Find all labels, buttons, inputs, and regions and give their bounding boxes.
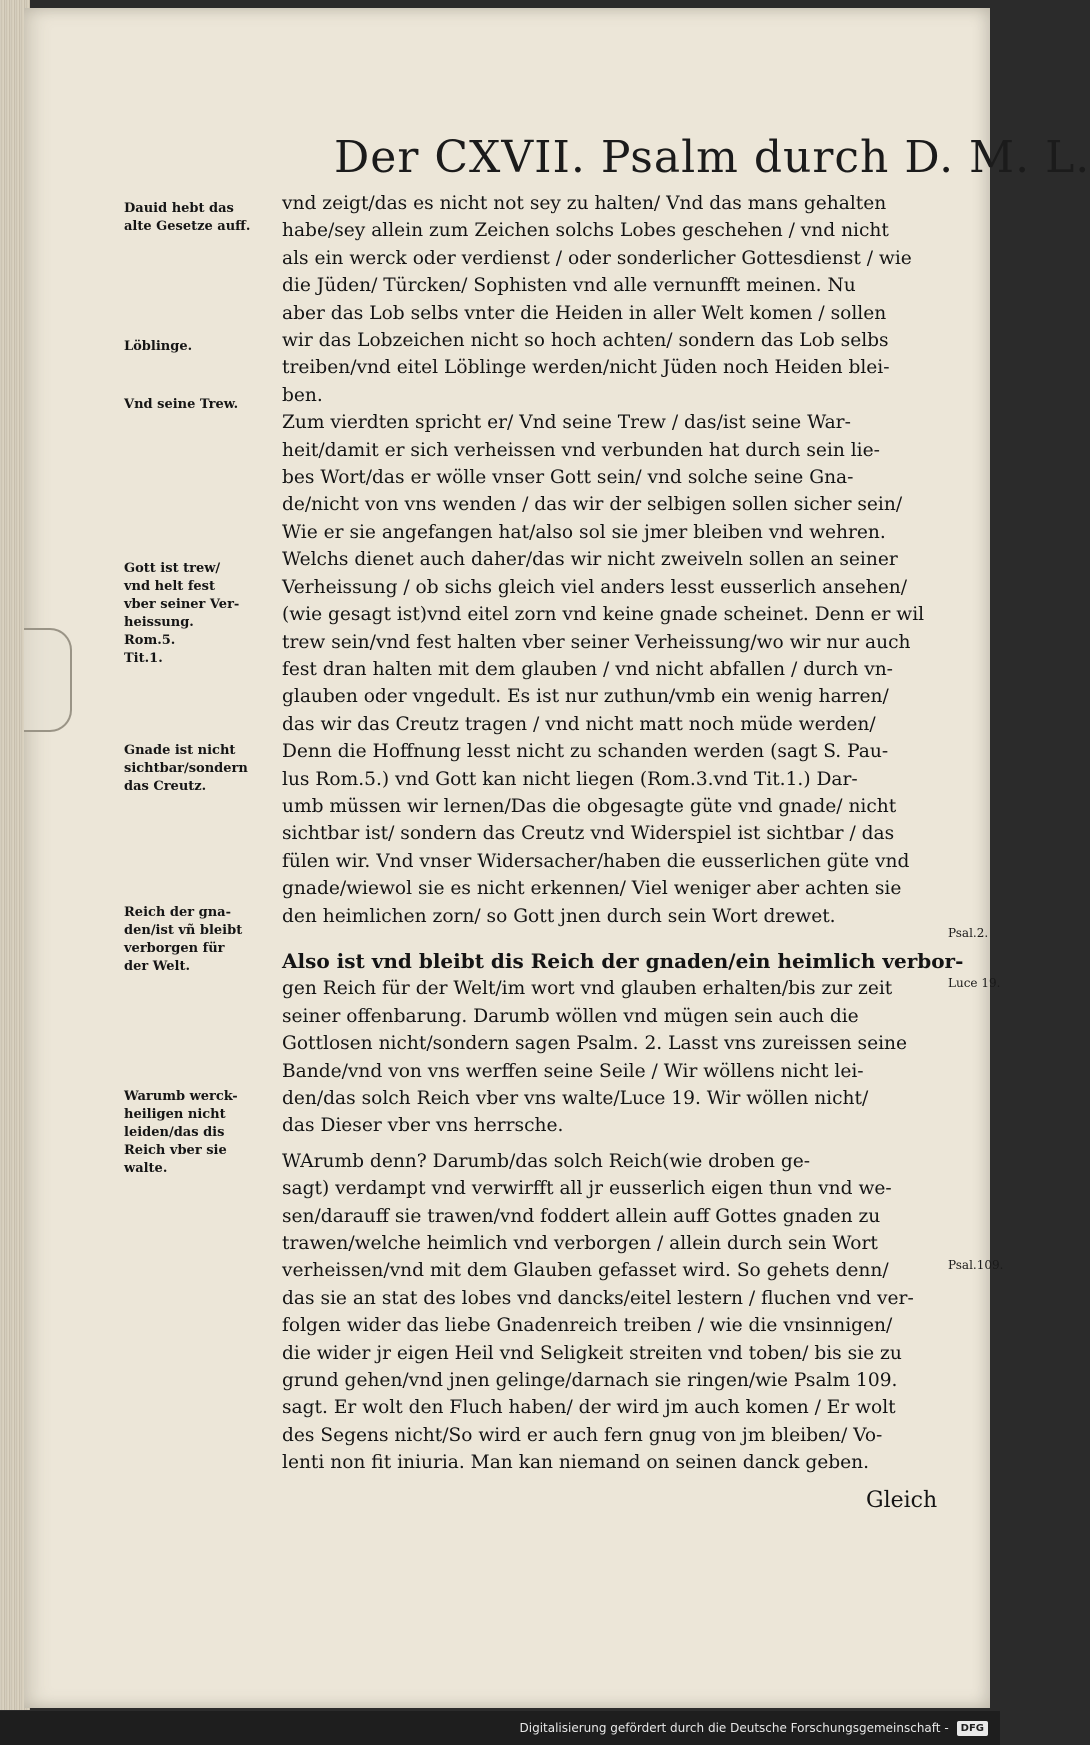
text-line: die Jüden/ Türcken/ Sophisten vnd alle vernunfft meinen. Nu [282, 275, 856, 297]
margin-note: Gott ist trew/ vnd helt fest vber seiner Ver- heissung. Rom.5. Tit.1. [124, 561, 240, 666]
margin-note: Warumb werck- heiligen nicht leiden/das dis Reich vber sie walte. [124, 1089, 238, 1176]
text-line: das Dieser vber vns herrsche. [282, 1115, 564, 1137]
text-line: aber das Lob selbs vnter die Heiden in aller Welt komen / sollen [282, 302, 887, 324]
text-line: sen/darauff sie trawen/vnd foddert allein auff Gottes gnaden zu [282, 1205, 881, 1227]
text-line: treiben/vnd eitel Löblinge werden/nicht Jüden noch Heiden blei- [282, 357, 890, 379]
text-line: wir das Lobzeichen nicht so hoch achten/ sondern das Lob selbs [282, 330, 889, 352]
text-line: vnd zeigt/das es nicht not sey zu halten/ Vnd das mans gehalten [282, 193, 887, 214]
page-title: Der CXVII. Psalm durch D. M. L. [334, 132, 1090, 183]
text-line: gnade/wiewol sie es nicht erkennen/ Viel weniger aber achten sie [282, 878, 902, 900]
text-line: umb müssen wir lernen/Das die obgesagte güte vnd gnade/ nicht [282, 795, 897, 817]
text-line: trawen/welche heimlich vnd verborgen / allein durch sein Wort [282, 1233, 878, 1255]
text-line: heit/damit er sich verheissen vnd verbunden hat durch sein lie- [282, 439, 880, 461]
text-line: Wie er sie angefangen hat/also sol sie jmer bleiben vnd wehren. [282, 521, 886, 543]
text-line: fülen wir. Vnd vnser Widersacher/haben die eusserlichen güte vnd [282, 850, 910, 872]
text-line: sichtbar ist/ sondern das Creutz vnd Widerspiel ist sichtbar / das [282, 823, 895, 845]
margin-note: Dauid hebt das alte Gesetze auff. [124, 201, 251, 234]
footer-text: Digitalisierung gefördert durch die Deutsche Forschungsgemeinschaft - [519, 1721, 949, 1735]
digitization-footer [0, 1711, 1000, 1745]
right-margin-note: Luce 19. [948, 976, 1001, 990]
margin-note: Reich der gna- den/ist vñ bleibt verborgen für der Welt. [124, 905, 243, 974]
book-page [24, 8, 1090, 1708]
body-text [282, 190, 964, 1477]
text-line: Denn die Hoffnung lesst nicht zu schanden werden (sagt S. Pau- [282, 741, 889, 763]
text-line: habe/sey allein zum Zeichen solchs Lobes geschehen / vnd nicht [282, 220, 889, 242]
text-line: das wir das Creutz tragen / vnd nicht matt noch müde werden/ [282, 713, 876, 735]
text-line: das sie an stat des lobes vnd dancks/eitel lestern / fluchen vnd ver- [282, 1287, 914, 1309]
margin-note: Löblinge. [124, 339, 193, 354]
text-line: seiner offenbarung. Darumb wöllen vnd mügen sein auch die [282, 1005, 859, 1027]
text-line: Gottlosen nicht/sondern sagen Psalm. 2. Lasst vns zureissen seine [282, 1033, 907, 1055]
dfg-logo: DFG [957, 1721, 988, 1736]
text-line: sagt) verdampt vnd verwirfft all jr eusserlich eigen thun vnd we- [282, 1178, 892, 1200]
margin-note: Gnade ist nicht sichtbar/sondern das Creutz. [124, 743, 248, 794]
text-line: folgen wider das liebe Gnadenreich treiben / wie die vnsinnigen/ [282, 1315, 893, 1337]
text-line: Zum vierdten spricht er/ Vnd seine Trew / das/ist seine War- [282, 412, 851, 434]
page-clip [24, 628, 72, 732]
text-line: Welchs dienet auch daher/das wir nicht zweiveln sollen an seiner [282, 549, 898, 571]
text-line: fest dran halten mit dem glauben / vnd nicht abfallen / durch vn- [282, 658, 893, 680]
paragraph-2 [282, 948, 964, 1140]
text-line: des Segens nicht/So wird er auch fern gnug von jm bleiben/ Vo- [282, 1424, 883, 1446]
text-line: glauben oder vngedult. Es ist nur zuthun/vmb ein wenig harren/ [282, 686, 889, 708]
text-line: ben. [282, 384, 323, 406]
text-line: WArumb denn? Darumb/das solch Reich(wie droben ge- [282, 1150, 811, 1172]
text-line: den heimlichen zorn/ so Gott jnen durch sein Wort drewet. [282, 905, 836, 927]
text-line: Verheissung / ob sichs gleich viel anders lesst eusserlich ansehen/ [282, 576, 908, 598]
text-line: grund gehen/vnd jnen gelinge/darnach sie ringen/wie Psalm 109. [282, 1370, 898, 1392]
text-line: sagt. Er wolt den Fluch haben/ der wird jm auch komen / Er wolt [282, 1397, 896, 1419]
text-line: gen Reich für der Welt/im wort vnd glauben erhalten/bis zur zeit [282, 978, 893, 1000]
margin-note: Vnd seine Trew. [124, 397, 239, 412]
text-line: (wie gesagt ist)vnd eitel zorn vnd keine gnade scheinet. Denn er wil [282, 604, 925, 626]
text-line: den/das solch Reich vber vns walte/Luce 19. Wir wöllen nicht/ [282, 1088, 869, 1109]
right-margin-note: Psal.2. [948, 926, 989, 940]
text-line: als ein werck oder verdienst / oder sonderlicher Gottesdienst / wie [282, 247, 912, 269]
text-line: verheissen/vnd mit dem Glauben gefasset wird. So gehets denn/ [282, 1260, 889, 1282]
text-line: Also ist vnd bleibt dis Reich der gnaden/ein heimlich verbor- [282, 948, 964, 973]
text-line: trew sein/vnd fest halten vber seiner Verheissung/wo wir nur auch [282, 631, 911, 653]
paragraph-1 [282, 190, 925, 930]
paragraph-3 [282, 1148, 922, 1477]
text-line: lenti non fit iniuria. Man kan niemand on seinen danck geben. [282, 1452, 870, 1474]
text-line: bes Wort/das er wölle vnser Gott sein/ vnd solche seine Gna- [282, 467, 854, 489]
right-margin-note: Psal.109. [948, 1258, 1004, 1272]
text-line: lus Rom.5.) vnd Gott kan nicht liegen (Rom.3.vnd Tit.1.) Dar- [282, 768, 858, 790]
text-line: de/nicht von vns wenden / das wir der selbigen sollen sicher sein/ [282, 494, 903, 516]
catchword: Gleich [866, 1488, 938, 1513]
text-line: Bande/vnd von vns werffen seine Seile / Wir wöllens nicht lei- [282, 1060, 864, 1082]
text-line: die wider jr eigen Heil vnd Seligkeit streiten vnd toben/ bis sie zu [282, 1342, 902, 1364]
